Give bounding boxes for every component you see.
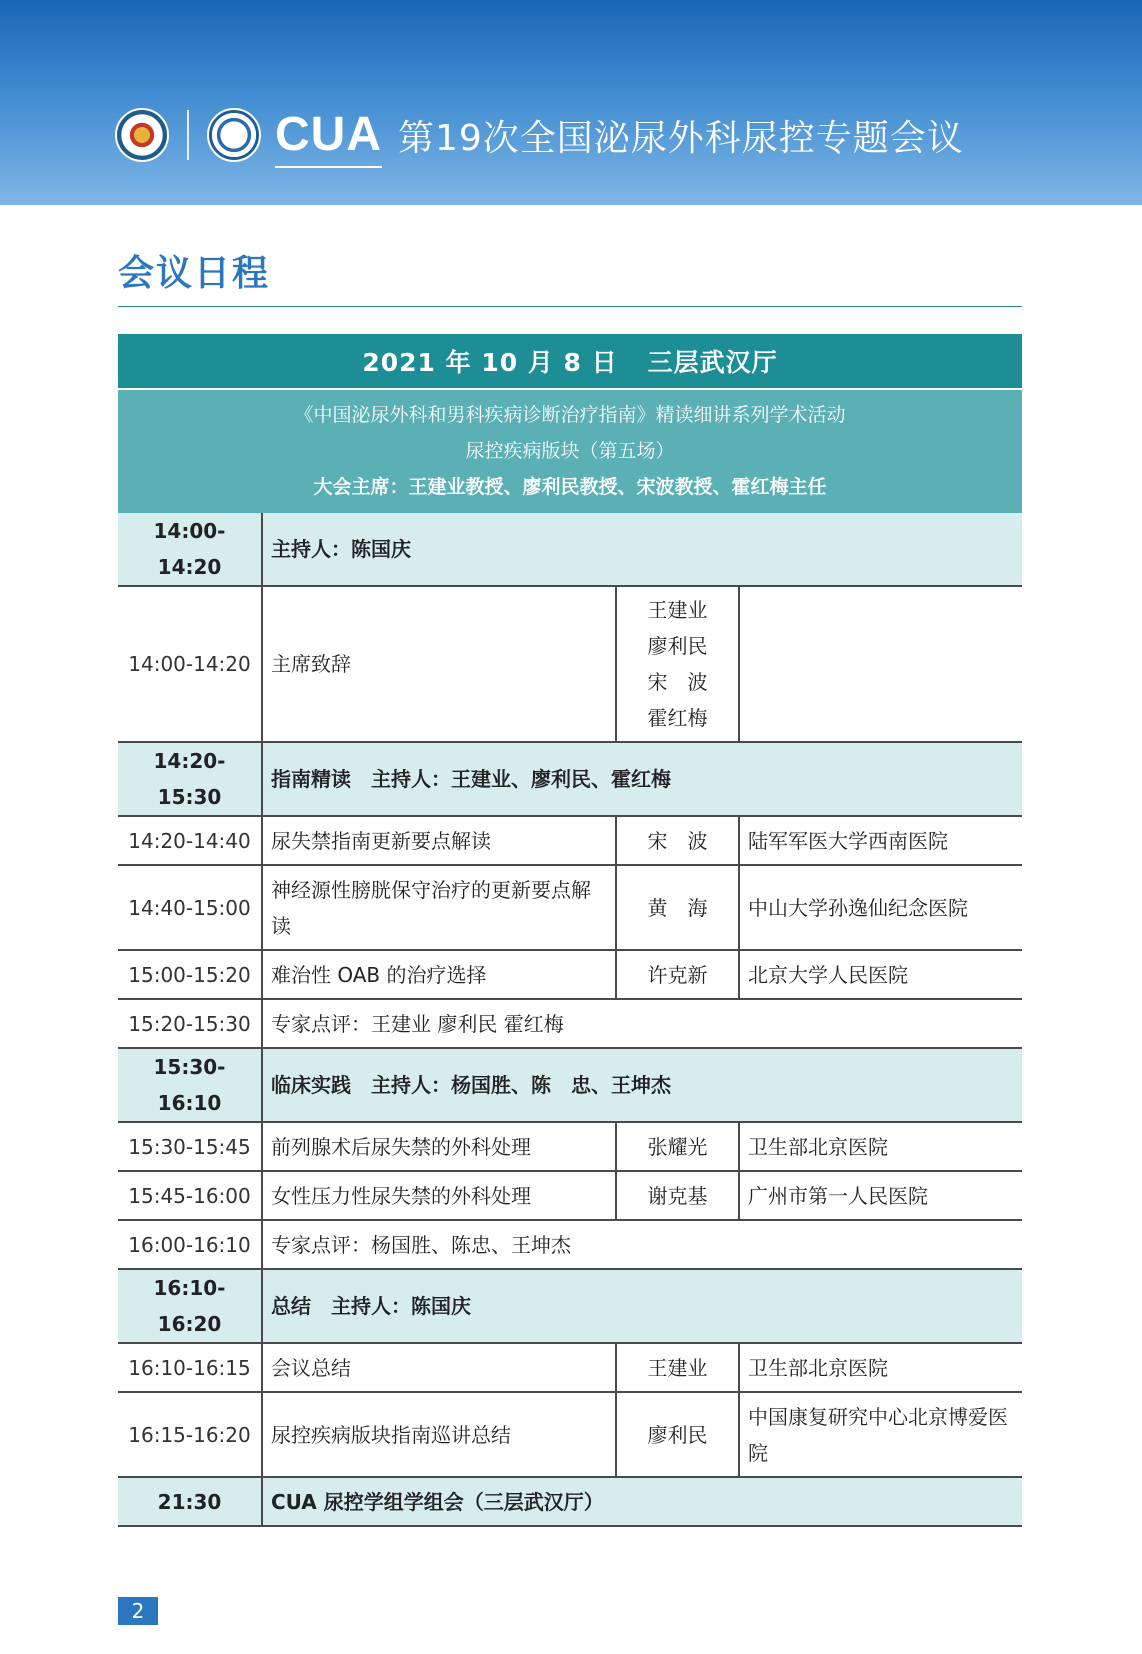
row-time: 16:15-16:20	[118, 1392, 262, 1477]
table-row	[118, 1171, 1022, 1220]
page-number: 2	[118, 1597, 158, 1625]
row-speaker: 王建业	[616, 1343, 739, 1392]
row-org: 中国康复研究中心北京博爱医院	[739, 1392, 1022, 1477]
conference-title: 第19次全国泌尿外科尿控专题会议	[398, 117, 964, 159]
row-time: 16:10-16:15	[118, 1343, 262, 1392]
row-org: 广州市第一人民医院	[739, 1171, 1022, 1220]
day-venue: 三层武汉厅	[647, 348, 778, 377]
row-topic: 尿控疾病版块指南巡讲总结	[262, 1392, 616, 1477]
schedule-table	[118, 513, 1022, 1527]
row-time: 16:10-16:20	[118, 1269, 262, 1343]
cua-emblem-icon	[207, 108, 261, 162]
row-time: 15:30-16:10	[118, 1048, 262, 1122]
session-row	[118, 513, 1022, 586]
session-title: 临床实践 主持人：杨国胜、陈 忠、王坤杰	[262, 1048, 1022, 1122]
row-speaker: 谢克基	[616, 1171, 739, 1220]
logo-divider	[187, 110, 189, 160]
schedule	[118, 334, 1022, 1527]
session-title: 主持人：陈国庆	[262, 513, 1022, 586]
row-time: 15:30-15:45	[118, 1122, 262, 1171]
row-speaker: 许克新	[616, 950, 739, 999]
table-row	[118, 1343, 1022, 1392]
row-speaker: 宋 波	[647, 670, 708, 694]
society-logo-icon	[115, 108, 169, 162]
section-divider	[118, 306, 1022, 307]
section-title: 会议日程	[118, 253, 271, 294]
intro-session: 尿控疾病版块（第五场）	[465, 440, 675, 462]
row-speaker: 王建业	[647, 598, 708, 622]
day-header	[118, 334, 1022, 388]
header-banner	[0, 0, 1142, 205]
row-speaker: 霍红梅	[647, 706, 708, 730]
row-org: 北京大学人民医院	[739, 950, 1022, 999]
row-topic: 会议总结	[262, 1343, 616, 1392]
event-intro	[118, 388, 1022, 513]
day-date: 2021 年 10 月 8 日	[362, 348, 618, 377]
row-speakers	[616, 586, 739, 742]
row-comment: 专家点评：王建业 廖利民 霍红梅	[262, 999, 1022, 1048]
table-row	[118, 1122, 1022, 1171]
row-topic: 神经源性膀胱保守治疗的更新要点解读	[262, 865, 616, 950]
row-speaker: 廖利民	[616, 1392, 739, 1477]
session-row	[118, 1048, 1022, 1122]
row-speaker: 黄 海	[616, 865, 739, 950]
row-org: 陆军军医大学西南医院	[739, 816, 1022, 865]
session-row	[118, 1269, 1022, 1343]
row-time: 15:45-16:00	[118, 1171, 262, 1220]
row-org: 卫生部北京医院	[739, 1343, 1022, 1392]
session-title: 指南精读 主持人：王建业、廖利民、霍红梅	[262, 742, 1022, 816]
table-row	[118, 816, 1022, 865]
table-row	[118, 950, 1022, 999]
row-topic: 主席致辞	[262, 586, 616, 742]
row-topic: 尿失禁指南更新要点解读	[262, 816, 616, 865]
row-time: 14:20-15:30	[118, 742, 262, 816]
session-title: CUA 尿控学组学组会（三层武汉厅）	[262, 1477, 1022, 1526]
row-time: 15:20-15:30	[118, 999, 262, 1048]
row-speaker: 宋 波	[616, 816, 739, 865]
row-time: 21:30	[118, 1477, 262, 1526]
row-org: 中山大学孙逸仙纪念医院	[739, 865, 1022, 950]
intro-chairs: 大会主席：王建业教授、廖利民教授、宋波教授、霍红梅主任	[313, 476, 827, 498]
session-title: 总结 主持人：陈国庆	[262, 1269, 1022, 1343]
row-topic: 女性压力性尿失禁的外科处理	[262, 1171, 616, 1220]
row-topic: 前列腺术后尿失禁的外科处理	[262, 1122, 616, 1171]
cua-wordmark: CUA	[275, 111, 382, 159]
table-row	[118, 586, 1022, 742]
session-row	[118, 742, 1022, 816]
session-row	[118, 1477, 1022, 1526]
row-time: 14:40-15:00	[118, 865, 262, 950]
row-org: 卫生部北京医院	[739, 1122, 1022, 1171]
row-time: 14:20-14:40	[118, 816, 262, 865]
row-time: 16:00-16:10	[118, 1220, 262, 1269]
row-time: 14:00-14:20	[118, 586, 262, 742]
row-time: 15:00-15:20	[118, 950, 262, 999]
comment-row	[118, 999, 1022, 1048]
intro-series: 《中国泌尿外科和男科疾病诊断治疗指南》精读细讲系列学术活动	[294, 404, 846, 426]
row-speaker: 廖利民	[647, 634, 708, 658]
row-topic: 难治性 OAB 的治疗选择	[262, 950, 616, 999]
row-org	[739, 586, 1022, 742]
table-row	[118, 1392, 1022, 1477]
comment-row	[118, 1220, 1022, 1269]
row-comment: 专家点评：杨国胜、陈忠、王坤杰	[262, 1220, 1022, 1269]
row-speaker: 张耀光	[616, 1122, 739, 1171]
logo-row	[115, 104, 964, 166]
row-time: 14:00-14:20	[118, 513, 262, 586]
table-row	[118, 865, 1022, 950]
